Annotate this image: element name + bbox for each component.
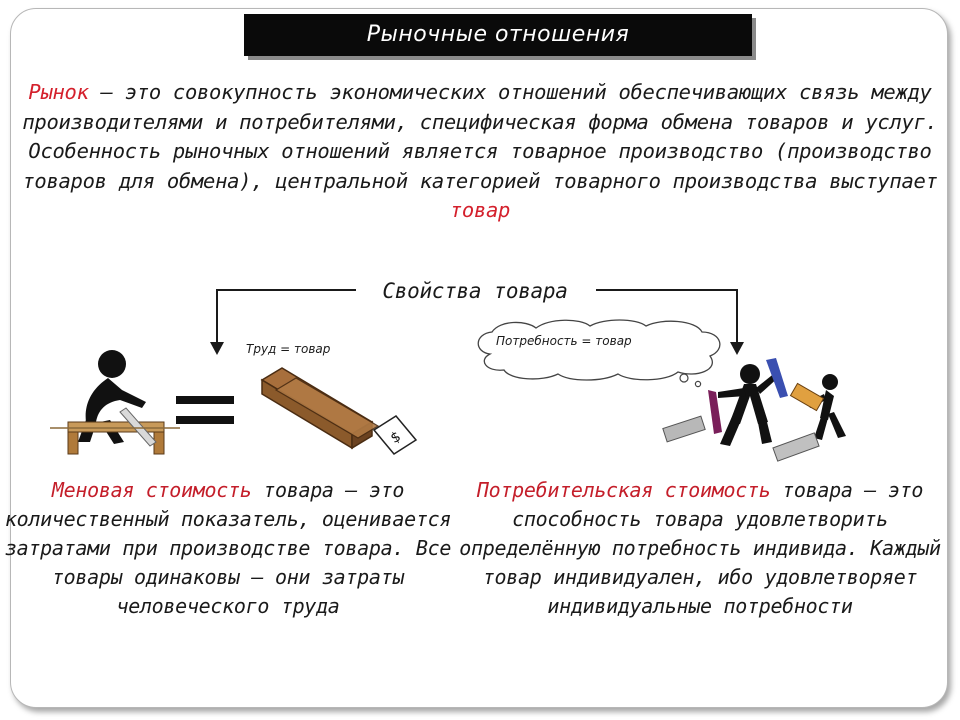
- exchange-value-paragraph: [4, 476, 452, 621]
- svg-text:$: $: [388, 428, 404, 447]
- arrow-down-left-icon: [210, 342, 224, 356]
- feature-term: товар: [449, 198, 511, 222]
- properties-label: Свойства товара: [382, 279, 568, 303]
- use-value-paragraph: [450, 476, 950, 621]
- use-value-text: товара – это способность товара удовлетворить определённую потребность индивида. Каждый товар индивидуален, ибо удовлетворяет индивидуальные потребности: [459, 478, 941, 618]
- exchange-value-text: товара – это количественный показатель, оценивается затратами при производстве товара. Все товары одинаковы – они затраты человеческого труда: [4, 478, 452, 618]
- page-title: Рыночные отношения: [366, 22, 630, 47]
- exchange-value-term: Меновая стоимость: [51, 478, 252, 502]
- worker-sawing-icon: [50, 350, 180, 460]
- market-term: Рынок: [28, 80, 89, 104]
- bracket-right-v: [736, 289, 738, 345]
- use-value-term: Потребительская стоимость: [476, 478, 771, 502]
- bracket-right-h: [596, 289, 738, 291]
- equals-sign-icon: [176, 396, 234, 426]
- feature-text: Особенность рыночных отношений является товарное производство (производство товаров для обмена), центральной категорией товарного производства выступает: [22, 139, 938, 193]
- bracket-left-v: [216, 289, 218, 345]
- lumber-price-tag-icon: [252, 360, 422, 460]
- need-label: Потребность = товар: [496, 334, 632, 348]
- labor-label: Труд = товар: [246, 342, 331, 356]
- market-definition: – это совокупность экономических отношений обеспечивающих связь между производителями и потребителями, специфическая форма обмена товаров и услуг.: [22, 80, 938, 134]
- consumer-figures-icon: [658, 352, 858, 472]
- bracket-left-h: [216, 289, 356, 291]
- title-bar: [244, 14, 752, 56]
- intro-paragraph: [14, 78, 946, 226]
